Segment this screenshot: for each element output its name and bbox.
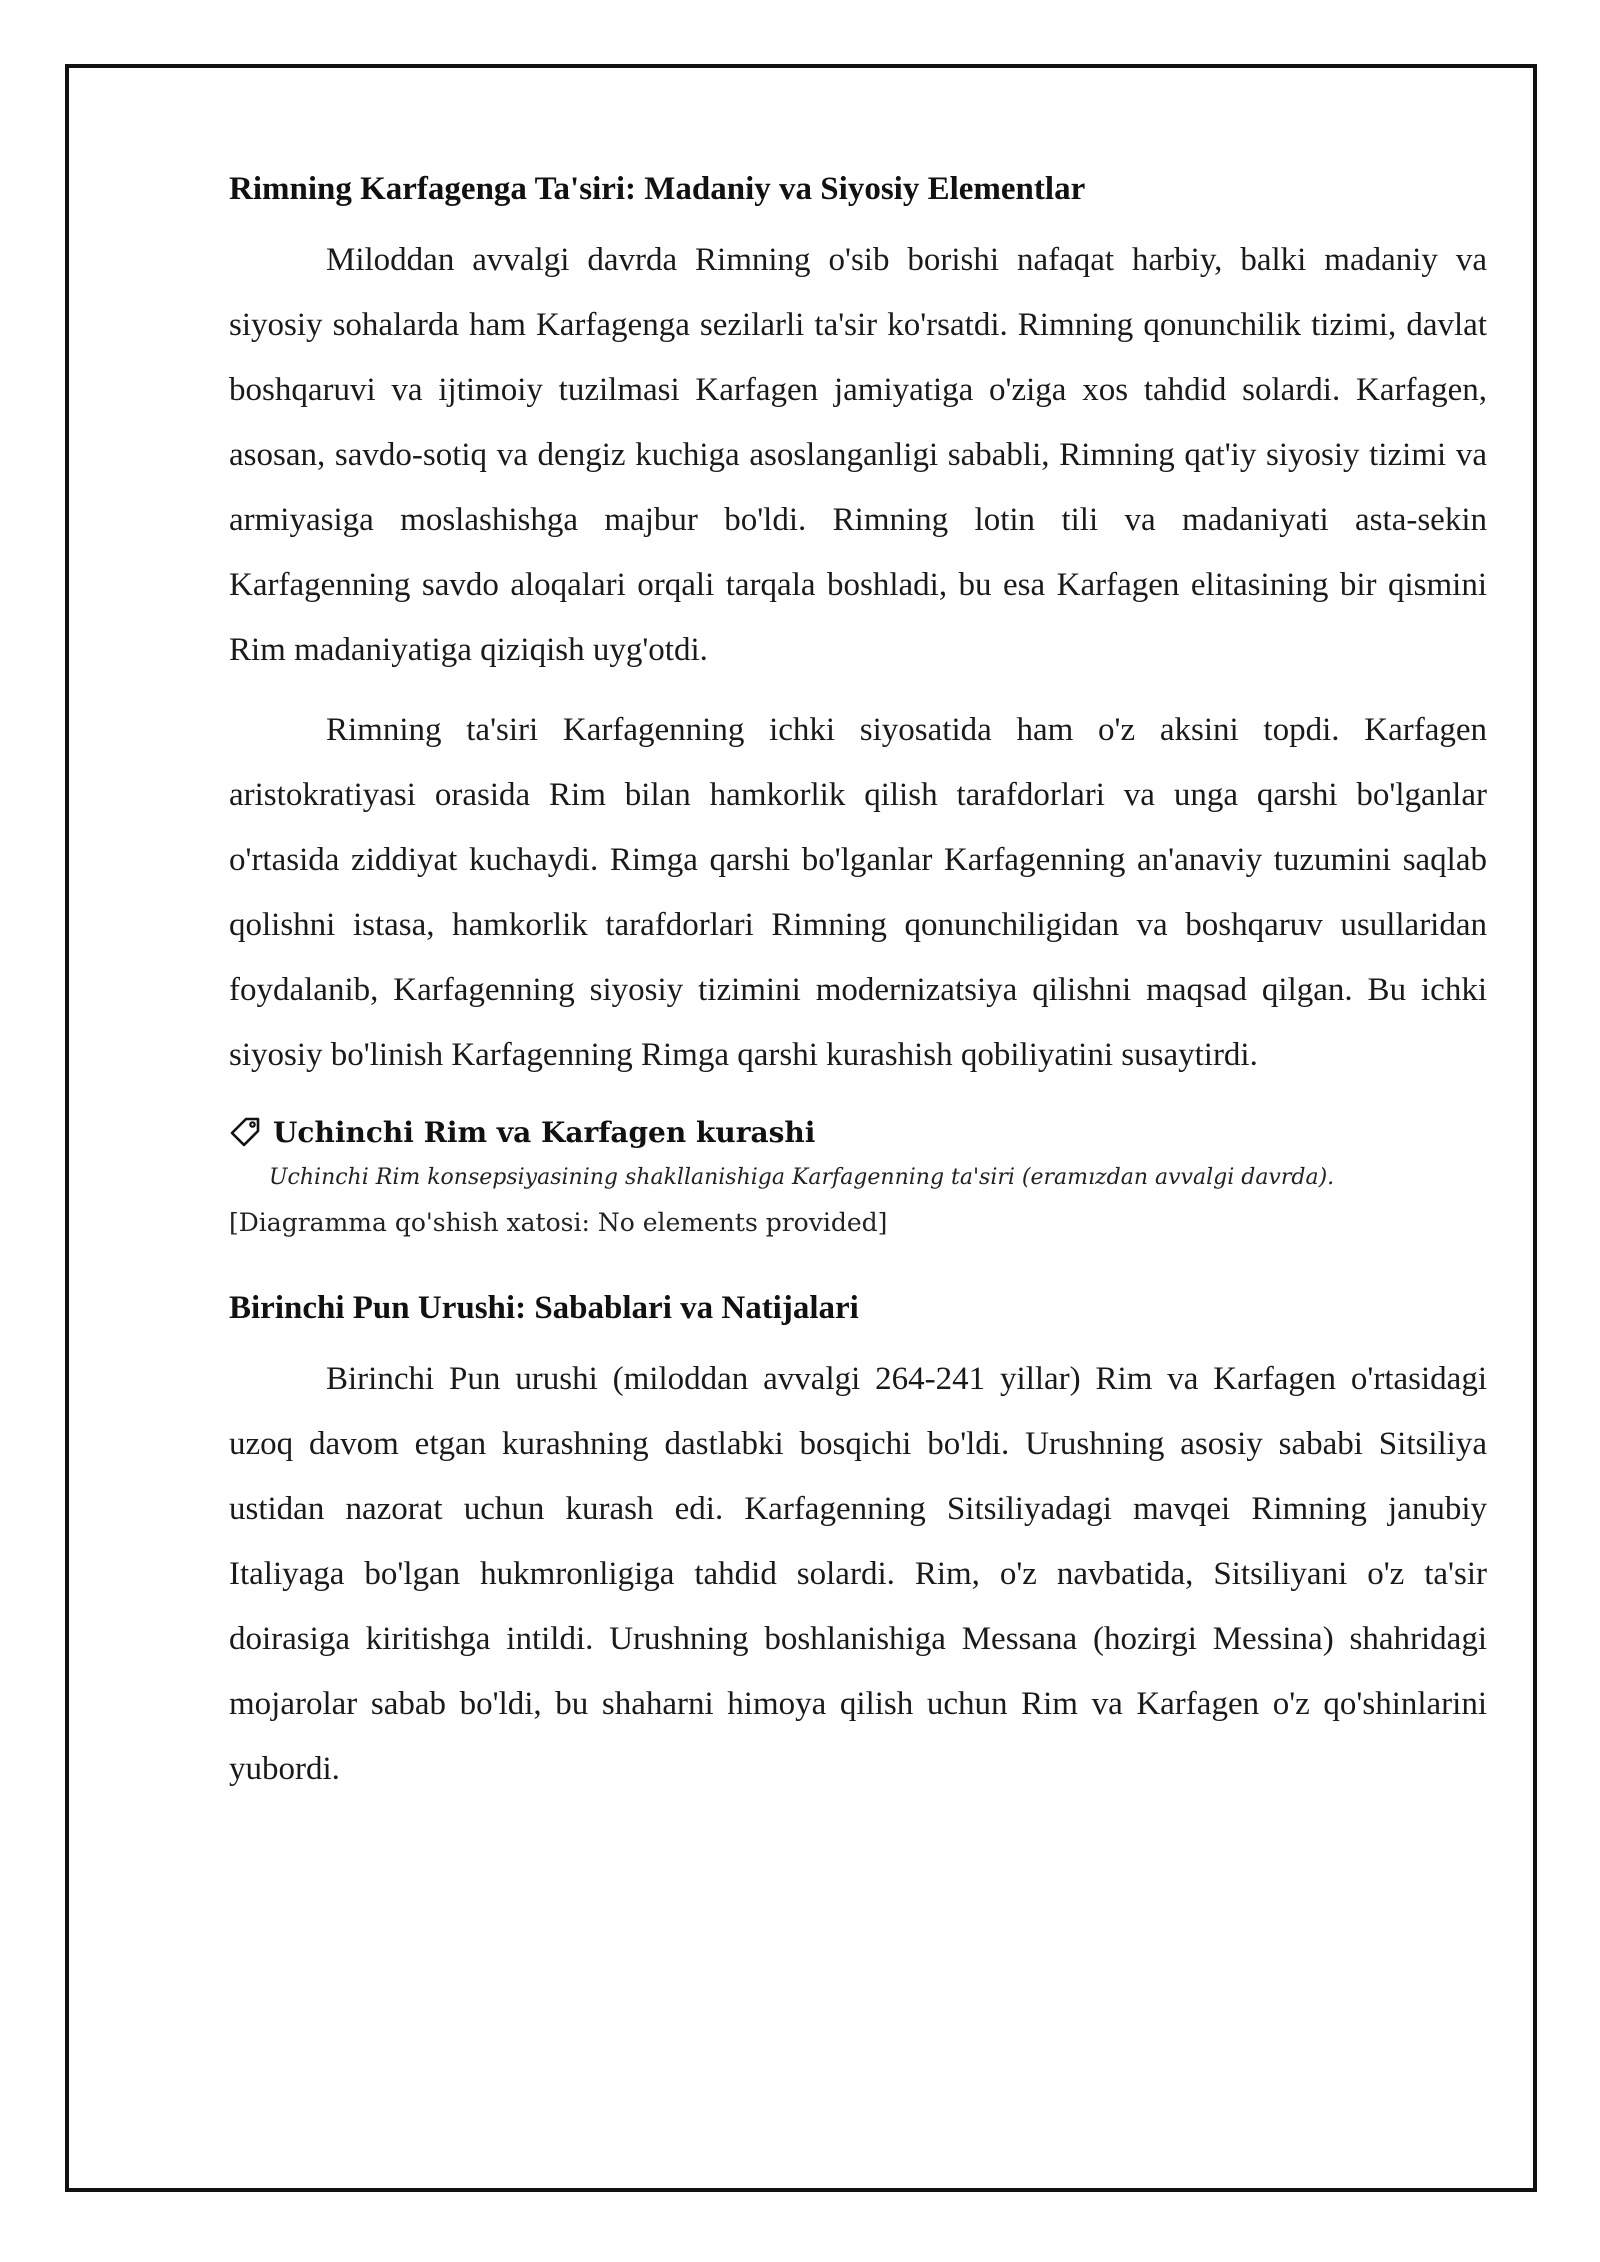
section-heading: Rimning Karfagenga Ta'siri: Madaniy va Siyosiy Elementlar [229,171,1086,207]
section-first-punic-war [229,1289,1487,1802]
paragraph: Birinchi Pun urushi (miloddan avvalgi 264-241 yillar) Rim va Karfagen o'rtasidagi uzoq davom etgan kurashning dastlabki bosqichi bo'ldi. Urushning asosiy sababi Sitsiliya ustidan nazorat uchun kurash edi. Karfagenning Sitsiliyadagi mavqei Rimning janubiy Italiyaga bo'lgan hukmronligiga tahdid solardi. Rim, o'z navbatida, Sitsiliyani o'z ta'sir doirasiga kiritishga intildi. Urushning boshlanishiga Messana (hozirgi Messina) shahridagi mojarolar sabab bo'ldi, bu shaharni himoya qilish uchun Rim va Karfagen o'z qo'shinlarini yubordi. [229,1360,1487,1787]
diagram-title: Uchinchi Rim va Karfagen kurashi [273,1115,816,1149]
tag-icon [229,1116,261,1148]
paragraph: Miloddan avvalgi davrda Rimning o'sib borishi nafaqat harbiy, balki madaniy va siyosiy sohalarda ham Karfagenga sezilarli ta'sir ko'rsatdi. Rimning qonunchilik tizimi, davlat boshqaruvi va ijtimoiy tuzilmasi Karfagen jamiyatiga o'ziga xos tahdid solardi. Karfagen, asosan, savdo-sotiq va dengiz kuchiga asoslanganligi sababli, Rimning qat'iy siyosiy tizimi va armiyasiga moslashishga majbur bo'ldi. Rimning lotin tili va madaniyati asta-sekin Karfagenning savdo aloqalari orqali tarqala boshladi, bu esa Karfagen elitasining bir qismini Rim madaniyatiga qiziqish uyg'otdi. [229,241,1487,668]
diagram-error-message: [Diagramma qo'shish xatosi: No elements provided] [229,1208,888,1238]
diagram-header [229,1116,1487,1150]
paragraph: Rimning ta'siri Karfagenning ichki siyosatida ham o'z aksini topdi. Karfagen aristokratiyasi orasida Rim bilan hamkorlik qilish tarafdorlari va unga qarshi bo'lganlar o'rtasida ziddiyat kuchaydi. Rimga qarshi bo'lganlar Karfagenning an'anaviy tuzumini saqlab qolishni istasa, hamkorlik tarafdorlari Rimning qonunchiligidan va boshqaruv usullaridan foydalanib, Karfagenning siyosiy tizimini modernizatsiya qilishni maqsad qilgan. Bu ichki siyosiy bo'linish Karfagenning Rimga qarshi kurashish qobiliyatini susaytirdi. [229,711,1487,1073]
document-content [229,170,1487,1817]
section-cultural-political [229,170,1487,1088]
section-heading: Birinchi Pun Urushi: Sabablari va Natijalari [229,1290,859,1327]
diagram-block [229,1116,1487,1238]
diagram-caption: Uchinchi Rim konsepsiyasining shakllanishiga Karfagenning ta'siri (eramızdan avvalgi davrda). [269,1165,1335,1191]
